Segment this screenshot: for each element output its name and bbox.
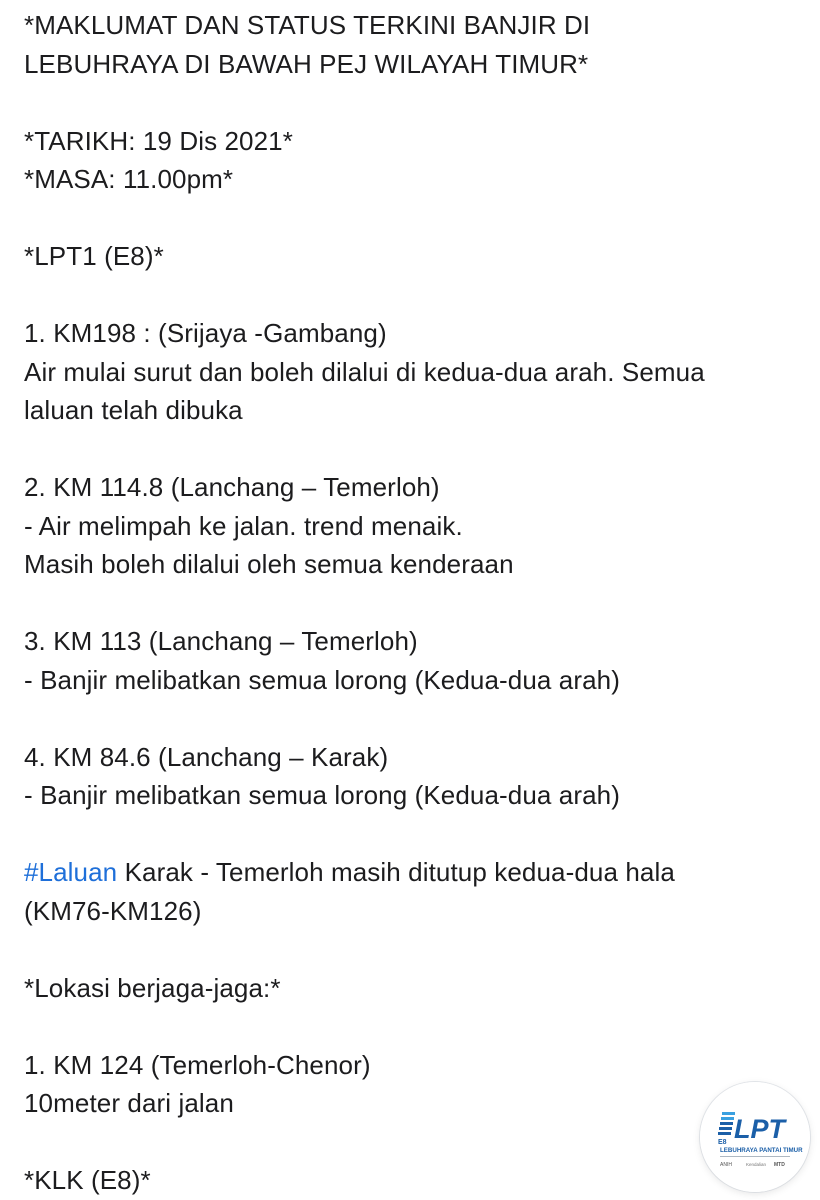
date-line: *TARIKH: 19 Dis 2021* <box>24 125 293 156</box>
logo-small-mid: Kendalian <box>746 1162 767 1167</box>
road-mark-icon <box>718 1112 735 1135</box>
logo-small-right: MTD <box>774 1162 785 1168</box>
item-1-heading: 1. KM198 : (Srijaya -Gambang) <box>24 318 387 348</box>
closure-text: Karak - Temerloh masih ditutup kedua-dua hala <box>117 857 675 887</box>
logo-tagline: LEBUHRAYA PANTAI TIMUR <box>720 1147 803 1154</box>
item-4-heading: 4. KM 84.6 (Lanchang – Karak) <box>24 741 389 772</box>
title-line-2: LEBUHRAYA DI BAWAH PEJ WILAYAH TIMUR* <box>24 48 589 79</box>
item-3-heading: 3. KM 113 (Lanchang – Temerloh) <box>24 626 418 656</box>
spacer <box>24 930 804 969</box>
section-lpt1: *LPT1 (E8)* <box>24 241 164 271</box>
caution-heading: *Lokasi berjaga-jaga:* <box>24 972 281 1003</box>
closure-line-1 <box>24 853 804 892</box>
message-body <box>24 6 804 1200</box>
item-2-line-1: - Air melimpah ke jalan. trend menaik. <box>24 510 463 541</box>
item-1-line-2: laluan telah dibuka <box>24 395 243 425</box>
lpt-logo-watermark <box>700 1082 810 1192</box>
item-2-heading: 2. KM 114.8 (Lanchang – Temerloh) <box>24 472 440 502</box>
spacer <box>24 584 804 623</box>
logo-small-left: ANIH <box>720 1162 732 1168</box>
logo-route-code: E8 <box>718 1139 727 1146</box>
closure-line-2: (KM76-KM126) <box>24 895 202 926</box>
spacer <box>24 815 804 854</box>
caution-item-1-detail: 10meter dari jalan <box>24 1088 234 1118</box>
time-line: *MASA: 11.00pm* <box>24 164 234 194</box>
item-4-line-1: - Banjir melibatkan semua lorong (Kedua-dua arah) <box>24 780 620 810</box>
spacer <box>24 699 804 738</box>
item-1-line-1: Air mulai surut dan boleh dilalui di kedua-dua arah. Semua <box>24 356 705 387</box>
spacer <box>24 1007 804 1046</box>
caution-item-1-heading: 1. KM 124 (Temerloh-Chenor) <box>24 1049 371 1080</box>
hashtag-link[interactable]: #Laluan <box>24 857 118 887</box>
spacer <box>24 1123 804 1162</box>
item-2-line-2: Masih boleh dilalui oleh semua kenderaan <box>24 549 514 579</box>
spacer <box>24 83 804 122</box>
spacer <box>24 199 804 238</box>
section-klk: *KLK (E8)* <box>24 1165 151 1195</box>
title-line-1: *MAKLUMAT DAN STATUS TERKINI BANJIR DI <box>24 10 591 40</box>
lpt-logo-icon <box>700 1082 810 1192</box>
logo-wordmark: LPT <box>734 1114 785 1144</box>
spacer <box>24 430 804 469</box>
spacer <box>24 276 804 315</box>
item-3-line-1: - Banjir melibatkan semua lorong (Kedua-dua arah) <box>24 664 620 695</box>
